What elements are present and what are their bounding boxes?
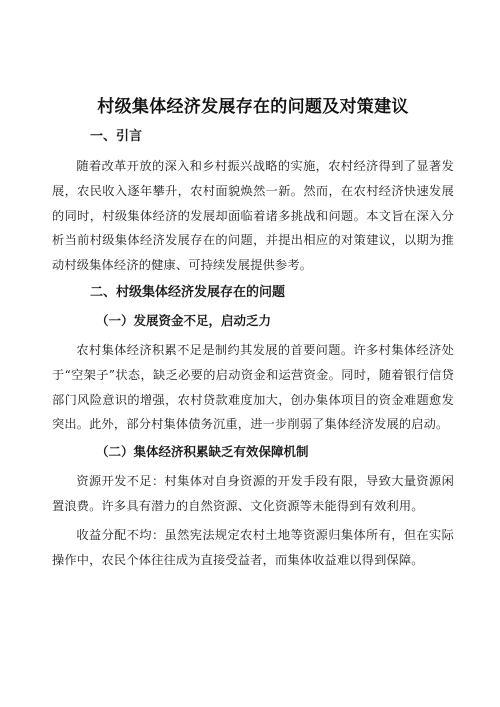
section-heading-introduction: 一、引言 <box>90 129 143 144</box>
paragraph-funding: 农村集体经济积累不足是制约其发展的首要问题。许多村集体经济处于“空架子”状态，缺乏必要的启动资金和运营资金。同时，随着银行信贷部门风险意识的增强，农村贷款难度加大，创办集体项目的资金难题愈发突出。此外，部分村集体债务沉重，进一步削弱了集体经济发展的启动。 <box>52 342 454 432</box>
section-heading-problems: 二、村级集体经济发展存在的问题 <box>90 284 286 300</box>
subsection-heading-accumulation: （二）集体经济积累缺乏有效保障机制 <box>96 444 309 460</box>
paragraph-income-distribution: 收益分配不均：虽然宪法规定农村土地等资源归集体所有，但在实际操作中，农民个体往往成为直接受益者，而集体收益难以得到保障。 <box>52 527 454 567</box>
subsection-heading-funding: （一）发展资金不足，启动乏力 <box>96 312 272 328</box>
page-title: 村级集体经济发展存在的问题及对策建议 <box>97 97 409 117</box>
paragraph-resource-development: 资源开发不足：村集体对自身资源的开发手段有限，导致大量资源闲置浪费。许多具有潜力的自然资源、文化资源等未能得到有效利用。 <box>52 474 454 513</box>
paragraph-introduction: 随着改革开放的深入和乡村振兴战略的实施，农村经济得到了显著发展，农民收入逐年攀升，农村面貌焕然一新。然而，在农村经济快速发展的同时，村级集体经济的发展却面临着诸多挑战和问题。本文旨在深入分析当前村级集体经济发展存在的问题，并提出相应的对策建议，以期为推动村级集体经济的健康、可持续发展提供参考。 <box>52 159 454 273</box>
